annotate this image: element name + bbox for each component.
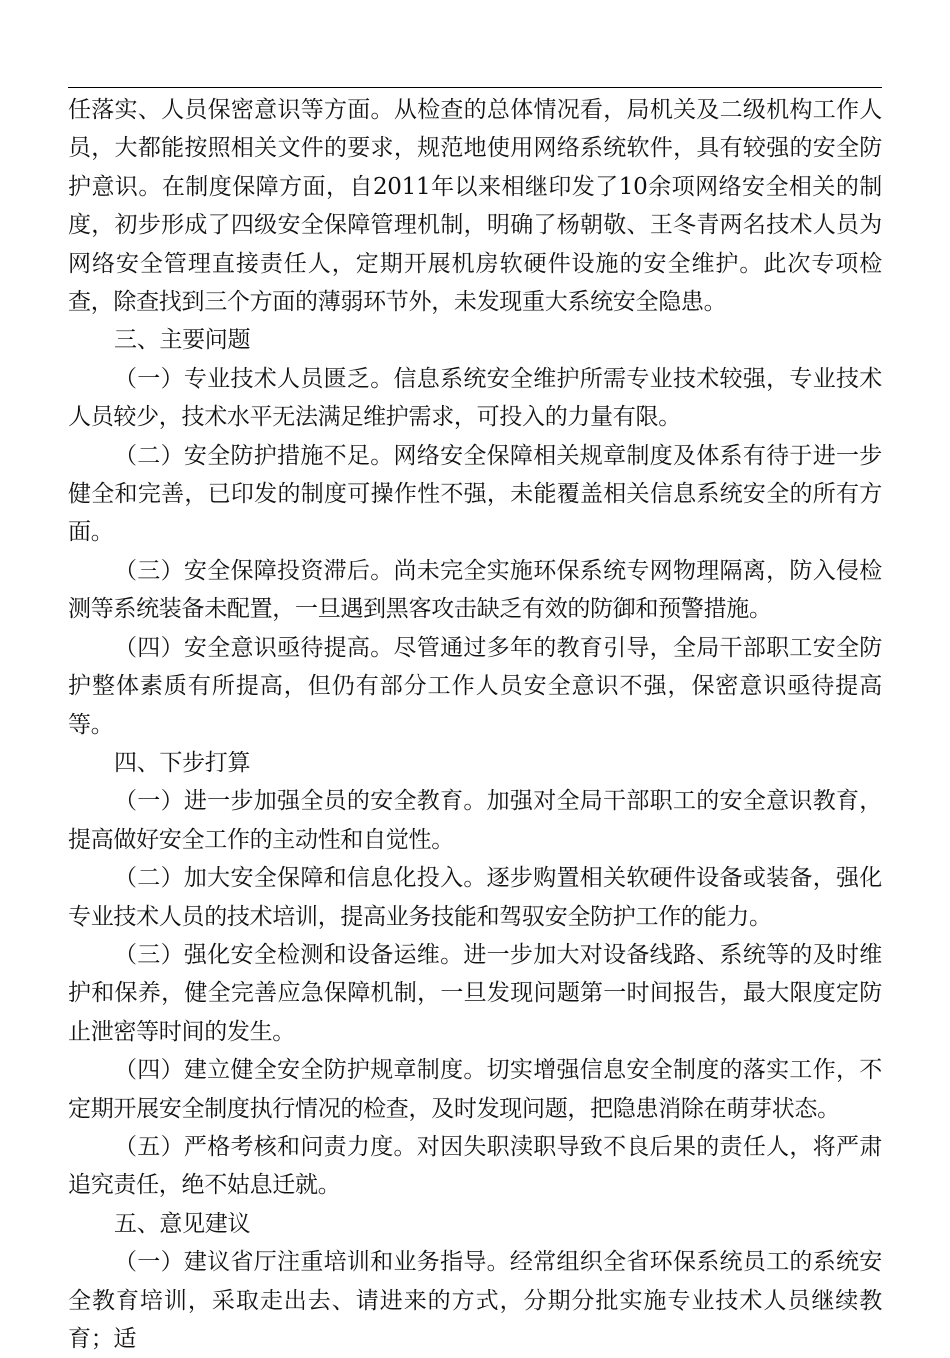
paragraph-plan-3: （三）强化安全检测和设备运维。进一步加大对设备线路、系统等的及时维护和保养，健全完善应急保障机制，一旦发现问题第一时间报告，最大限度定防止泄密等时间的发生。 xyxy=(68,941,882,1045)
paragraph-problem-4: （四）安全意识亟待提高。尽管通过多年的教育引导，全局干部职工安全防护整体素质有所提高，但仍有部分工作人员安全意识不强，保密意识亟待提高等。 xyxy=(68,634,882,738)
paragraph-suggestion-1: （一）建议省厅注重培训和业务指导。经常组织全省环保系统员工的系统安全教育培训，采取走出去、请进来的方式，分期分批实施专业技术人员继续教育；适 xyxy=(68,1249,882,1352)
paragraph-continued-security-overview: 任落实、人员保密意识等方面。从检查的总体情况看，局机关及二级机构工作人员，大都能按照相关文件的要求，规范地使用网络系统软件，具有较强的安全防护意识。在制度保障方面，自2011年以来相继印发了10余项网络安全相关的制度，初步形成了四级安全保障管理机制，明确了杨朝敬、王冬青两名技术人员为网络安全管理直接责任人，定期开展机房软硬件设施的安全维护。此次专项检查，除查找到三个方面的薄弱环节外，未发现重大系统安全隐患。 xyxy=(68,97,882,316)
document-body xyxy=(68,91,882,1358)
paragraph-problem-3: （三）安全保障投资滞后。尚未完全实施环保系统专网物理隔离，防入侵检测等系统装备未配置，一旦遇到黑客攻击缺乏有效的防御和预警措施。 xyxy=(68,557,882,623)
paragraph-plan-1: （一）进一步加强全员的安全教育。加强对全局干部职工的安全意识教育，提高做好安全工作的主动性和自觉性。 xyxy=(68,788,882,853)
section-heading-suggestions: 五、意见建议 xyxy=(114,1210,251,1237)
paragraph-problem-2: （二）安全防护措施不足。网络安全保障相关规章制度及体系有待于进一步健全和完善，已印发的制度可操作性不强，未能覆盖相关信息系统安全的所有方面。 xyxy=(68,442,882,546)
paragraph-plan-2: （二）加大安全保障和信息化投入。逐步购置相关软硬件设备或装备，强化专业技术人员的技术培训，提高业务技能和驾驭安全防护工作的能力。 xyxy=(68,865,882,930)
section-heading-main-problems: 三、主要问题 xyxy=(114,327,251,354)
paragraph-plan-4: （四）建立健全安全防护规章制度。切实增强信息安全制度的落实工作，不定期开展安全制度执行情况的检查，及时发现问题，把隐患消除在萌芽状态。 xyxy=(68,1057,882,1122)
section-heading-next-steps: 四、下步打算 xyxy=(114,749,251,776)
paragraph-plan-5: （五）严格考核和问责力度。对因失职渎职导致不良后果的责任人，将严肃追究责任，绝不姑息迁就。 xyxy=(68,1133,882,1199)
header-rule xyxy=(68,87,882,88)
paragraph-problem-1: （一）专业技术人员匮乏。信息系统安全维护所需专业技术较强，专业技术人员较少，技术水平无法满足维护需求，可投入的力量有限。 xyxy=(68,365,882,431)
